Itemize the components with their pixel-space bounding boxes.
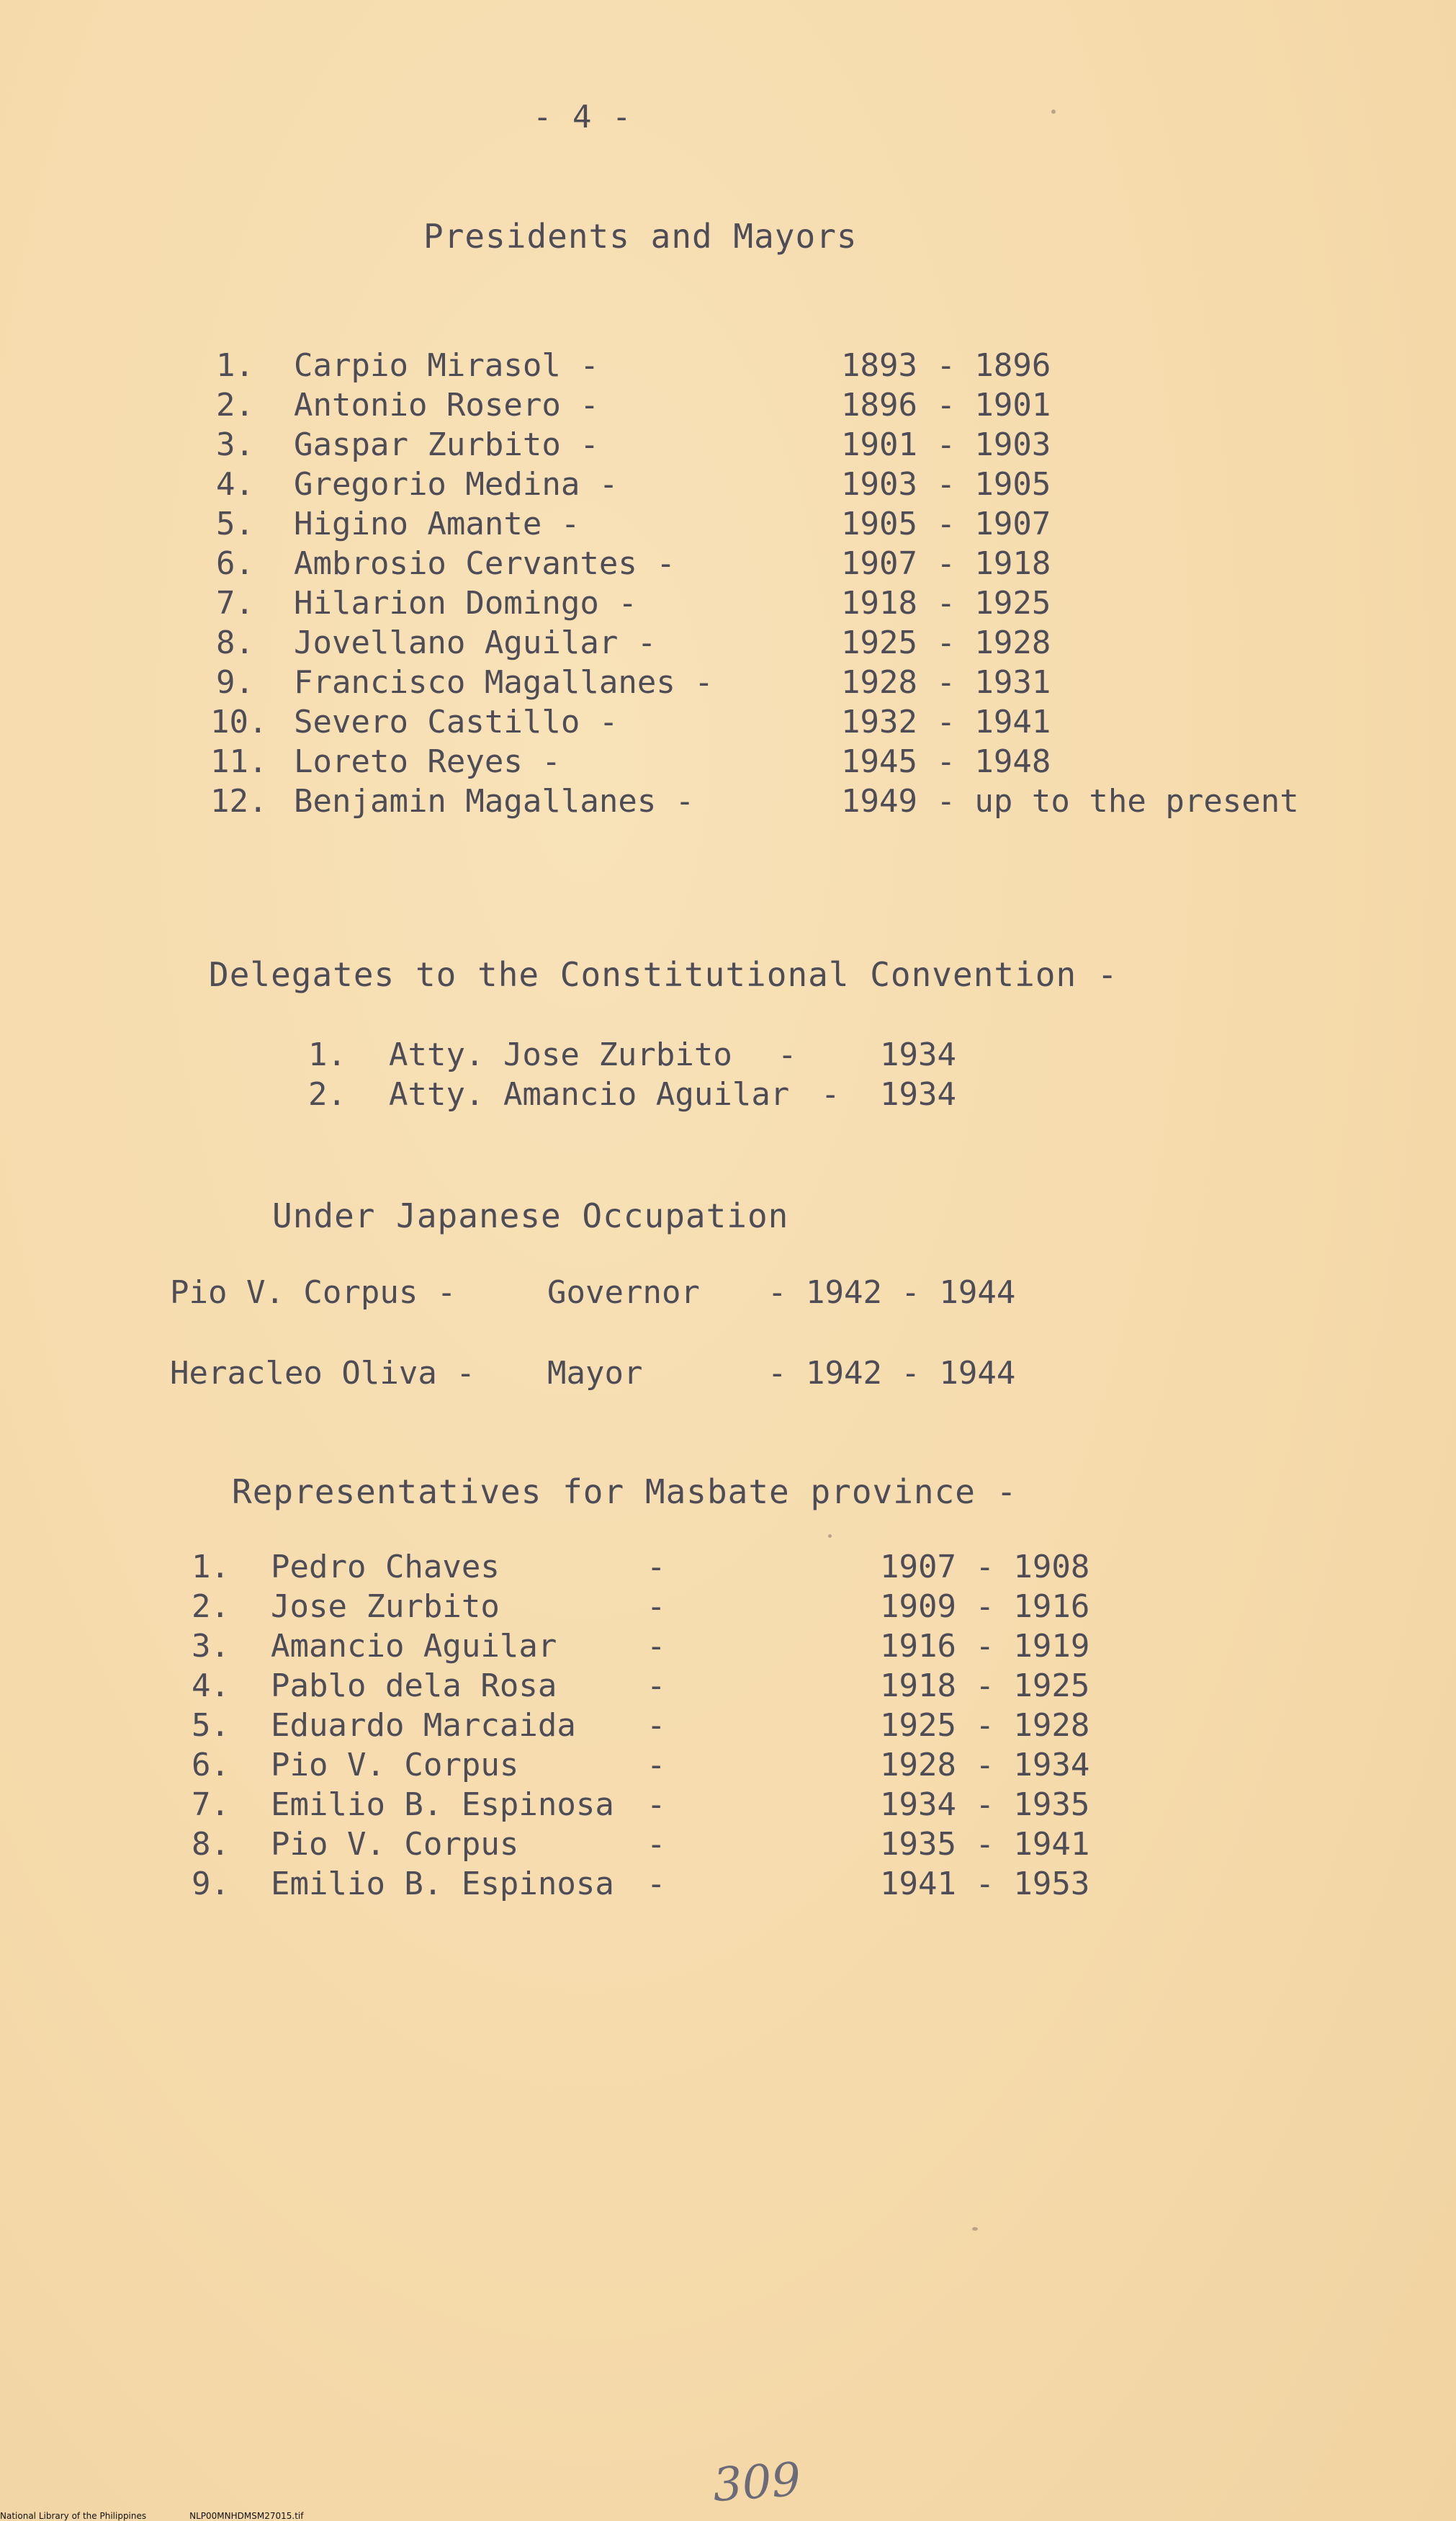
paper-speck <box>828 1534 832 1538</box>
representative-number: 5. <box>192 1707 230 1744</box>
representative-years: 1918 - 1925 <box>880 1667 1090 1704</box>
paper-speck <box>972 2227 978 2231</box>
representative-years: 1925 - 1928 <box>880 1707 1090 1744</box>
occupation-name: Pio V. Corpus - <box>170 1274 457 1311</box>
footer <box>0 2511 346 2521</box>
representative-number: 9. <box>192 1866 230 1902</box>
president-number: 8. <box>216 624 254 661</box>
president-years: 1905 - 1907 <box>841 506 1051 542</box>
representative-row <box>0 1706 1456 1746</box>
footer-library: National Library of the Philippines <box>0 2511 147 2521</box>
occupation-row <box>0 1273 1456 1313</box>
delegate-dash: - <box>821 1076 840 1113</box>
representative-name: Jose Zurbito <box>271 1588 500 1625</box>
president-years: 1932 - 1941 <box>841 704 1051 740</box>
president-years: 1903 - 1905 <box>841 466 1051 503</box>
delegate-dash: - <box>778 1036 797 1073</box>
representative-years: 1907 - 1908 <box>880 1549 1090 1585</box>
president-number: 12. <box>210 783 268 820</box>
representative-dash: - <box>647 1786 666 1823</box>
representative-name: Emilio B. Espinosa <box>271 1866 614 1902</box>
president-row <box>0 504 1456 545</box>
president-name: Benjamin Magallanes - <box>294 783 695 820</box>
president-name: Ambrosio Cervantes - <box>294 545 675 582</box>
president-number: 11. <box>210 743 268 780</box>
representative-dash: - <box>647 1667 666 1704</box>
occupation-role: Mayor <box>547 1355 643 1392</box>
representative-number: 6. <box>192 1747 230 1783</box>
representative-row <box>0 1864 1456 1904</box>
president-name: Hilarion Domingo - <box>294 585 637 622</box>
representative-name: Amancio Aguilar <box>271 1628 557 1665</box>
president-years: 1918 - 1925 <box>841 585 1051 622</box>
representative-dash: - <box>647 1628 666 1665</box>
president-number: 7. <box>216 585 254 622</box>
representative-row <box>0 1587 1456 1627</box>
president-number: 2. <box>216 387 254 424</box>
representative-years: 1935 - 1941 <box>880 1826 1090 1863</box>
president-row <box>0 425 1456 465</box>
representative-years: 1909 - 1916 <box>880 1588 1090 1625</box>
representative-name: Pedro Chaves <box>271 1549 500 1585</box>
page-number: - 4 - <box>533 99 632 135</box>
president-name: Francisco Magallanes - <box>294 664 714 701</box>
representative-years: 1941 - 1953 <box>880 1866 1090 1902</box>
representative-dash: - <box>647 1826 666 1863</box>
president-row <box>0 782 1456 822</box>
occupation-row <box>0 1353 1456 1394</box>
president-row <box>0 663 1456 703</box>
president-name: Higino Amante - <box>294 506 580 542</box>
president-years: 1925 - 1928 <box>841 624 1051 661</box>
delegate-year: 1934 <box>880 1076 956 1113</box>
presidents-heading: Presidents and Mayors <box>423 217 858 256</box>
president-number: 9. <box>216 664 254 701</box>
footer-file: NLP00MNHDMSM27015.tif <box>189 2511 304 2521</box>
president-row <box>0 583 1456 624</box>
representative-number: 3. <box>192 1628 230 1665</box>
representative-row <box>0 1745 1456 1786</box>
delegate-number: 2. <box>308 1076 346 1113</box>
representative-number: 7. <box>192 1786 230 1823</box>
president-row <box>0 544 1456 584</box>
representative-number: 1. <box>192 1549 230 1585</box>
president-number: 6. <box>216 545 254 582</box>
occupation-heading: Under Japanese Occupation <box>272 1196 789 1235</box>
representative-row <box>0 1785 1456 1825</box>
president-row <box>0 623 1456 663</box>
delegate-name: Atty. Jose Zurbito <box>389 1036 732 1073</box>
representative-row <box>0 1547 1456 1588</box>
representative-name: Pio V. Corpus <box>271 1747 519 1783</box>
president-number: 4. <box>216 466 254 503</box>
representative-name: Eduardo Marcaida <box>271 1707 576 1744</box>
president-number: 5. <box>216 506 254 542</box>
delegate-row <box>0 1035 1456 1075</box>
representative-years: 1934 - 1935 <box>880 1786 1090 1823</box>
paper-speck <box>1051 109 1056 114</box>
president-years: 1945 - 1948 <box>841 743 1051 780</box>
representative-dash: - <box>647 1588 666 1625</box>
president-name: Carpio Mirasol - <box>294 347 599 384</box>
representative-row <box>0 1666 1456 1706</box>
president-row <box>0 702 1456 743</box>
president-name: Gregorio Medina - <box>294 466 619 503</box>
representative-number: 8. <box>192 1826 230 1863</box>
occupation-years: - 1942 - 1944 <box>768 1355 1016 1392</box>
representative-number: 2. <box>192 1588 230 1625</box>
delegate-row <box>0 1075 1456 1115</box>
representative-dash: - <box>647 1549 666 1585</box>
representative-years: 1928 - 1934 <box>880 1747 1090 1783</box>
representative-dash: - <box>647 1866 666 1902</box>
representatives-heading: Representatives for Masbate province - <box>232 1472 1017 1511</box>
handwritten-page-number: 309 <box>711 2453 803 2513</box>
delegate-year: 1934 <box>880 1036 956 1073</box>
president-years: 1928 - 1931 <box>841 664 1051 701</box>
delegate-number: 1. <box>308 1036 346 1073</box>
president-name: Gaspar Zurbito - <box>294 426 599 463</box>
representative-dash: - <box>647 1747 666 1783</box>
president-name: Antonio Rosero - <box>294 387 599 424</box>
president-number: 1. <box>216 347 254 384</box>
representative-number: 4. <box>192 1667 230 1704</box>
president-row <box>0 742 1456 782</box>
president-row <box>0 385 1456 426</box>
occupation-name: Heracleo Oliva - <box>170 1355 475 1392</box>
president-name: Loreto Reyes - <box>294 743 561 780</box>
delegates-heading: Delegates to the Constitutional Convention - <box>209 955 1118 994</box>
president-years: 1893 - 1896 <box>841 347 1051 384</box>
president-number: 10. <box>210 704 268 740</box>
president-row <box>0 465 1456 505</box>
representative-dash: - <box>647 1707 666 1744</box>
president-years: 1949 - up to the present <box>841 783 1299 820</box>
president-name: Jovellano Aguilar - <box>294 624 657 661</box>
president-years: 1901 - 1903 <box>841 426 1051 463</box>
president-years: 1896 - 1901 <box>841 387 1051 424</box>
president-row <box>0 346 1456 386</box>
occupation-role: Governor <box>547 1274 700 1311</box>
representative-name: Pio V. Corpus <box>271 1826 519 1863</box>
representative-row <box>0 1626 1456 1667</box>
president-number: 3. <box>216 426 254 463</box>
representative-name: Pablo dela Rosa <box>271 1667 557 1704</box>
representative-row <box>0 1824 1456 1865</box>
representative-years: 1916 - 1919 <box>880 1628 1090 1665</box>
representative-name: Emilio B. Espinosa <box>271 1786 614 1823</box>
president-years: 1907 - 1918 <box>841 545 1051 582</box>
occupation-years: - 1942 - 1944 <box>768 1274 1016 1311</box>
president-name: Severo Castillo - <box>294 704 619 740</box>
delegate-name: Atty. Amancio Aguilar <box>389 1076 790 1113</box>
